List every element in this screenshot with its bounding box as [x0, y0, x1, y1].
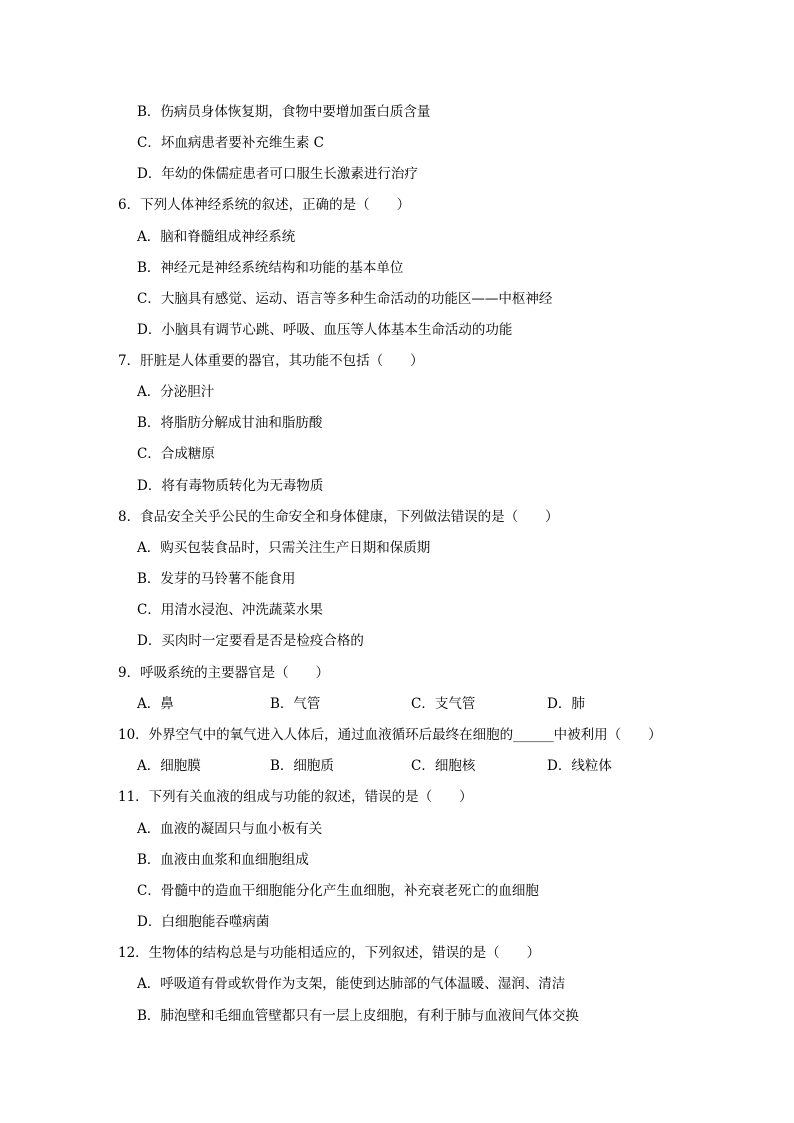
option-line: B．伤病员身体恢复期，食物中要增加蛋白质含量 — [137, 104, 431, 120]
option-line: D．买肉时一定要看是否是检疫合格的 — [137, 633, 364, 649]
question-line: 6．下列人体神经系统的叙述，正确的是（ ） — [118, 197, 411, 213]
option-cell: A．细胞膜 — [137, 758, 201, 774]
option-cell: D．肺 — [547, 696, 585, 712]
option-line: A．分泌胆汁 — [137, 384, 215, 400]
option-cell: B．气管 — [270, 696, 321, 712]
option-cell: C．支气管 — [411, 696, 476, 712]
question-line: 9．呼吸系统的主要器官是（ ） — [118, 665, 330, 681]
option-cell: C．细胞核 — [411, 758, 476, 774]
option-line: C．合成糖原 — [137, 446, 215, 462]
option-line: B．将脂肪分解成甘油和脂肪酸 — [137, 415, 323, 431]
option-line: C．用清水浸泡、冲洗蔬菜水果 — [137, 602, 323, 618]
option-line: D．将有毒物质转化为无毒物质 — [137, 478, 324, 494]
option-cell: D．线粒体 — [547, 758, 612, 774]
question-line: 8．食品安全关乎公民的生命安全和身体健康，下列做法错误的是（ ） — [118, 509, 559, 525]
option-line: A．血液的凝固只与血小板有关 — [137, 821, 323, 837]
option-cell: B．细胞质 — [270, 758, 334, 774]
question-line: 11．下列有关血液的组成与功能的叙述，错误的是（ ） — [118, 789, 473, 805]
option-line: B．神经元是神经系统结构和功能的基本单位 — [137, 260, 404, 276]
option-line: B．血液由血浆和血细胞组成 — [137, 852, 309, 868]
option-line: C．坏血病患者要补充维生素 C — [137, 135, 324, 151]
option-cell: A．鼻 — [137, 696, 174, 712]
option-line: D．小脑具有调节心跳、呼吸、血压等人体基本生命活动的功能 — [137, 322, 513, 338]
option-line: A．购买包装食品时，只需关注生产日期和保质期 — [137, 540, 431, 556]
option-line: A．呼吸道有骨或软骨作为支架，能使到达肺部的气体温暖、湿润、清洁 — [137, 976, 566, 992]
question-line: 12．生物体的结构总是与功能相适应的，下列叙述，错误的是（ ） — [118, 945, 541, 961]
option-line: B．肺泡壁和毛细血管壁都只有一层上皮细胞，有利于肺与血液间气体交换 — [137, 1008, 579, 1024]
option-line: D．白细胞能吞噬病菌 — [137, 914, 270, 930]
question-line: 10．外界空气中的氧气进入人体后，通过血液循环后最终在细胞的______中被利用（ ） — [118, 727, 662, 743]
option-line: C．骨髓中的造血干细胞能分化产生血细胞，补充衰老死亡的血细胞 — [137, 883, 539, 899]
option-line: D．年幼的侏儒症患者可口服生长激素进行治疗 — [137, 166, 418, 182]
option-line: B．发芽的马铃薯不能食用 — [137, 571, 296, 587]
question-line: 7．肝脏是人体重要的器官，其功能不包括（ ） — [118, 353, 424, 369]
option-line: A．脑和脊髓组成神经系统 — [137, 229, 296, 245]
option-line: C．大脑具有感觉、运动、语言等多种生命活动的功能区——中枢神经 — [137, 291, 553, 307]
